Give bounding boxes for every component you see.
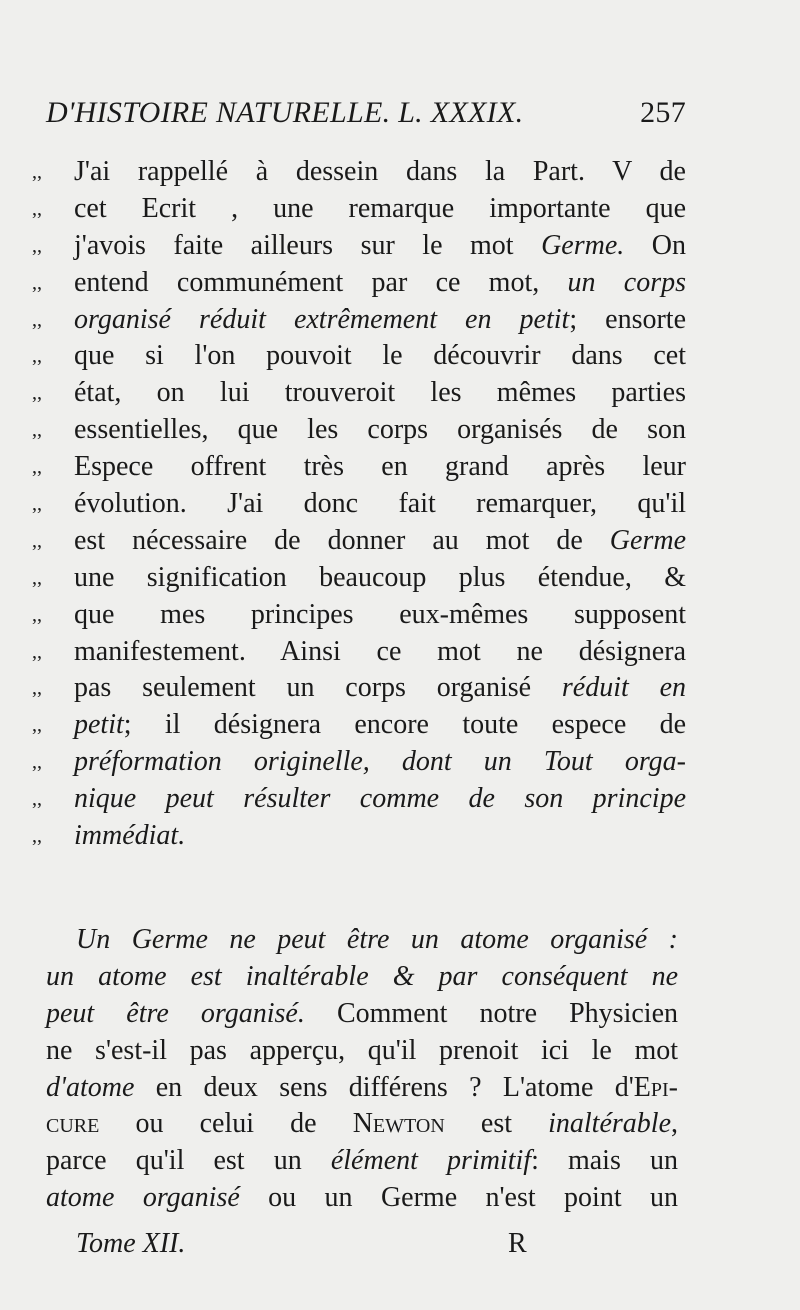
text-run: d'atome [46, 1071, 135, 1103]
signature-mark: R [508, 1228, 527, 1259]
text-run: que mes principes eux-mêmes supposent [74, 598, 686, 630]
quote-mark: ,, [32, 419, 42, 442]
text-run: pas seulement un corps organisé [74, 672, 562, 704]
paragraph-line [46, 1070, 678, 1107]
text-run: préformation originelle, dont un Tout orga- [74, 746, 686, 778]
text-run: une signification beaucoup plus étendue, & [74, 561, 686, 593]
quote-line [26, 560, 686, 597]
quote-line-text [74, 670, 686, 707]
paragraph-line [46, 996, 678, 1033]
text-run: est nécessaire de donner au mot de [74, 524, 610, 556]
quote-line-text [74, 560, 686, 597]
text-run: ; ensorte [569, 303, 687, 335]
page-footer [76, 1228, 556, 1268]
quote-line-text [74, 265, 686, 302]
quote-line-text [74, 486, 686, 523]
text-run: J'ai rappellé à dessein dans la Part. V de [74, 156, 686, 187]
quote-mark: ,, [32, 161, 42, 183]
quote-line-text [74, 744, 686, 781]
quote-line [26, 670, 686, 707]
quote-line-text [74, 338, 686, 375]
text-run: réduit en [561, 672, 687, 704]
quote-line [26, 486, 686, 523]
text-run: Germe. [541, 229, 625, 261]
quote-line-text [74, 818, 686, 855]
quote-line [26, 265, 686, 302]
text-run: un atome est inaltérable & par conséquent ne [46, 960, 678, 992]
quote-line-text [74, 523, 686, 560]
quote-line-text [74, 228, 686, 265]
quote-mark: ,, [32, 677, 42, 700]
text-run: Germe [609, 524, 686, 556]
text-run: essentielles, que les corps organisés de son [74, 414, 686, 446]
quote-line [26, 523, 686, 560]
quote-mark: ,, [32, 456, 42, 479]
text-run: inaltérable [548, 1108, 671, 1140]
quote-line-text [74, 191, 686, 228]
paragraph-line [46, 1106, 678, 1143]
text-run: nique peut résulter comme de son principe [74, 783, 686, 815]
quote-line-text [74, 302, 686, 339]
paragraph-line [46, 1180, 678, 1217]
text-run: atome organisé [46, 1182, 240, 1214]
text-run: élément primitif [330, 1145, 532, 1177]
quote-line [26, 634, 686, 671]
quote-mark: ,, [32, 529, 42, 552]
text-run: Newton [352, 1108, 445, 1140]
quoted-passage [26, 154, 686, 855]
quote-mark: ,, [32, 788, 42, 811]
text-run: , [671, 1108, 678, 1140]
quote-line [26, 154, 686, 191]
quote-mark: ,, [32, 234, 42, 257]
quote-mark: ,, [32, 714, 42, 737]
quote-mark: ,, [32, 197, 42, 220]
text-run: On [624, 229, 686, 261]
quote-line [26, 412, 686, 449]
quote-mark: ,, [32, 308, 42, 331]
text-run: Espece offrent très en grand après leur [74, 451, 686, 483]
text-run: j'avois faite ailleurs sur le mot [74, 229, 542, 261]
text-run: immédiat. [74, 820, 186, 852]
quote-mark: ,, [32, 345, 42, 368]
quote-line [26, 781, 686, 818]
page-number: 257 [640, 96, 686, 129]
running-title: D'HISTOIRE NATURELLE. L. XXXIX. [46, 96, 524, 129]
text-run: Epi- [633, 1071, 678, 1103]
text-run: parce qu'il est un [46, 1145, 331, 1177]
volume-label: Tome XII. [76, 1228, 186, 1259]
quote-line-text [74, 781, 686, 818]
text-run: ou un Germe n'est point un [239, 1182, 678, 1214]
quote-mark: ,, [32, 271, 42, 294]
text-run: état, on lui trouveroit les mêmes parties [74, 377, 686, 409]
text-run: : mais un [531, 1145, 678, 1177]
text-run: évolution. J'ai donc fait remarquer, qu'il [74, 488, 686, 520]
paragraph-line [46, 1143, 678, 1180]
quote-mark: ,, [32, 603, 42, 626]
quote-mark: ,, [32, 566, 42, 589]
quote-line [26, 228, 686, 265]
text-run: cet Ecrit , une remarque importante que [74, 192, 686, 224]
text-run: Un Germe ne peut être un atome organisé : [76, 924, 678, 955]
paragraph-line [46, 922, 678, 959]
quote-line-text [74, 707, 686, 744]
quote-line-text [74, 449, 686, 486]
text-run: est [444, 1108, 549, 1140]
quote-line [26, 744, 686, 781]
quote-line [26, 818, 686, 855]
quote-mark: ,, [32, 382, 42, 405]
paragraph-line [46, 1033, 678, 1070]
quote-mark: ,, [32, 751, 42, 774]
text-run: Comment notre Physicien [304, 997, 678, 1029]
quote-line [26, 302, 686, 339]
quote-line [26, 707, 686, 744]
text-run: cure [46, 1108, 100, 1140]
quote-line [26, 375, 686, 412]
quote-line-text [74, 634, 686, 671]
quote-line-text [74, 375, 686, 412]
commentary-paragraph [46, 922, 678, 1217]
running-head [46, 96, 686, 136]
text-run: organisé réduit extrêmement en petit [74, 303, 570, 335]
quote-line [26, 597, 686, 634]
quote-line [26, 338, 686, 375]
quote-line [26, 191, 686, 228]
text-run: ne s'est-il pas apperçu, qu'il prenoit ici le mot [46, 1034, 678, 1066]
quote-line-text [74, 597, 686, 634]
quote-mark: ,, [32, 640, 42, 663]
paragraph-line [46, 959, 678, 996]
quote-line-text [74, 154, 686, 191]
text-run: en deux sens différens ? L'atome d' [134, 1071, 634, 1103]
text-run: un corps [567, 266, 686, 298]
quote-line [26, 449, 686, 486]
quote-mark: ,, [32, 825, 42, 848]
text-run: entend communément par ce mot, [74, 266, 568, 298]
text-run: petit [74, 709, 124, 741]
quote-mark: ,, [32, 493, 42, 516]
text-run: ou celui de [99, 1108, 353, 1140]
text-run: ; il désignera encore toute espece de [123, 709, 686, 741]
text-run: manifestement. Ainsi ce mot ne désignera [74, 635, 686, 667]
text-run: que si l'on pouvoit le découvrir dans cet [74, 340, 686, 372]
text-run: peut être organisé. [46, 997, 305, 1029]
quote-line-text [74, 412, 686, 449]
